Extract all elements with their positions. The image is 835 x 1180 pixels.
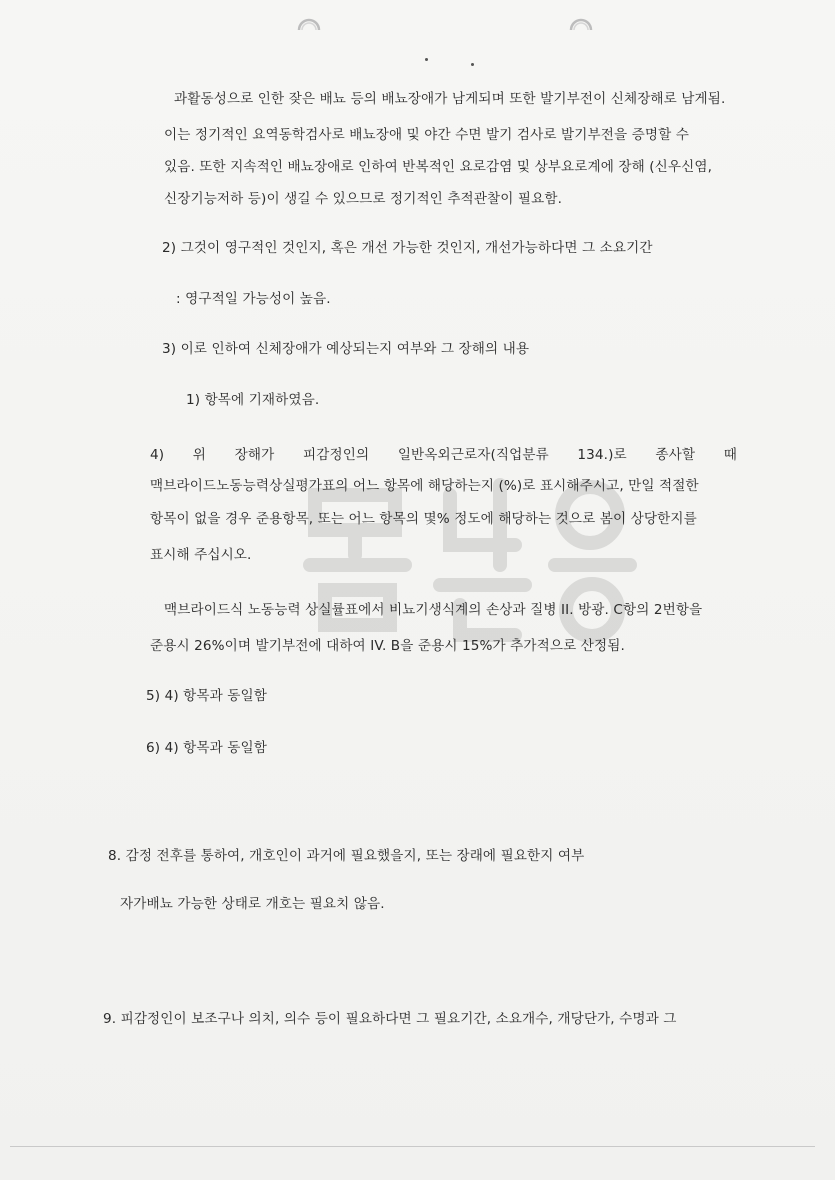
item-5: 5) 4) 항목과 동일함 — [146, 688, 267, 704]
q4-word: 일반옥외근로자(직업분류 — [397, 447, 549, 463]
q4-word: 장해가 — [234, 447, 275, 463]
text-line: 맥브라이드노동능력상실평가표의 어느 항목에 해당하는지 (%)로 표시해주시고, 만일 적절한 — [150, 478, 699, 494]
answer-4-cont: 준용시 26%이며 발기부전에 대하여 IV. B을 준용시 15%가 추가적으로 산정됨. — [150, 638, 625, 654]
question-2: 2) 그것이 영구적인 것인지, 혹은 개선 가능한 것인지, 개선가능하다면 그 소요기간 — [162, 240, 653, 256]
question-4-first-line — [150, 449, 737, 463]
q4-word: 4) — [150, 447, 165, 463]
page-bottom-edge — [10, 1146, 815, 1147]
item-6: 6) 4) 항목과 동일함 — [146, 740, 267, 756]
answer-4: 맥브라이드식 노동능력 상실률표에서 비뇨기생식계의 손상과 질병 II. 방광. C항의 2번항을 — [164, 602, 703, 618]
text-line: 신장기능저하 등)이 생길 수 있으므로 정기적인 추적관찰이 필요함. — [164, 191, 563, 207]
answer-8: 자가배뇨 가능한 상태로 개호는 필요치 않음. — [120, 896, 385, 912]
answer-3: 1) 항목에 기재하였음. — [186, 392, 320, 408]
text-line: 항목이 없을 경우 준용항목, 또는 어느 항목의 몇% 정도에 해당하는 것으로 봄이 상당한지를 — [150, 511, 697, 527]
text-line: 있음. 또한 지속적인 배뇨장애로 인하여 반복적인 요로감염 및 상부요로계에 장해 (신우신염, — [164, 159, 713, 175]
q4-word: 종사할 — [655, 447, 696, 463]
punch-hole-icon — [568, 8, 594, 34]
q4-word: 때 — [723, 447, 737, 463]
text-line: 이는 정기적인 요역동학검사로 배뇨장애 및 야간 수면 발기 검사로 발기부전을 증명할 수 — [164, 127, 689, 143]
q4-word: 피감정인의 — [303, 447, 370, 463]
text-line: 과활동성으로 인한 잦은 배뇨 등의 배뇨장애가 남게되며 또한 발기부전이 신체장해로 남게됨. — [174, 91, 726, 107]
answer-2: : 영구적일 가능성이 높음. — [176, 291, 331, 307]
question-9: 9. 피감정인이 보조구나 의치, 의수 등이 필요하다면 그 필요기간, 소요개수, 개당단가, 수명과 그 — [103, 1011, 677, 1027]
question-3: 3) 이로 인하여 신체장애가 예상되는지 여부와 그 장해의 내용 — [162, 341, 530, 357]
q4-word: 위 — [192, 447, 207, 463]
scan-speck — [425, 58, 428, 61]
question-8: 8. 감정 전후를 통하여, 개호인이 과거에 필요했을지, 또는 장래에 필요한지 여부 — [108, 848, 585, 864]
text-line: 표시해 주십시오. — [150, 547, 252, 563]
punch-hole-icon — [296, 8, 322, 34]
scan-speck — [471, 63, 474, 66]
q4-word: 134.)로 — [577, 447, 627, 463]
